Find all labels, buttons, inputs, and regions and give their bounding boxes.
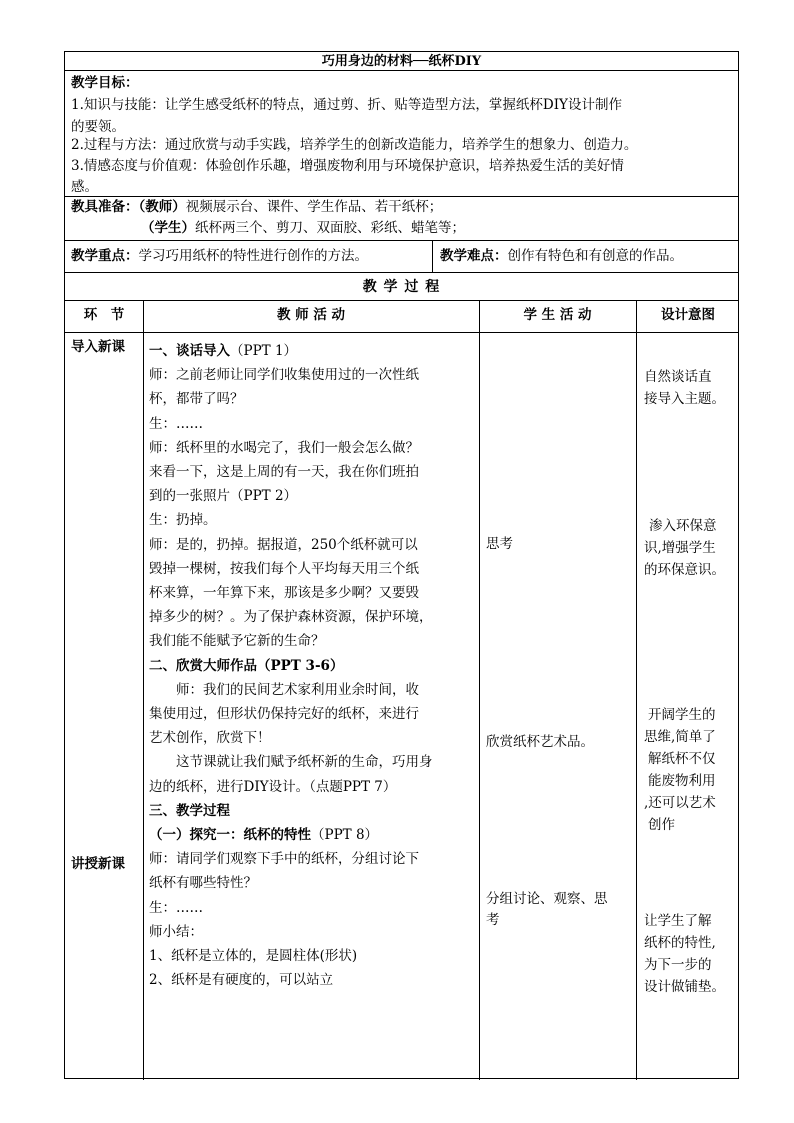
design-line: 的环保意识。 <box>644 562 725 578</box>
teacher-line: 集使用过，但形状仍保持完好的纸杯，来进行 <box>149 706 419 723</box>
design-intent-3 <box>644 704 716 836</box>
design-line: 纸杯的特性, <box>644 935 716 951</box>
student-activity-appreciate: 欣赏纸杯艺术品。 <box>486 734 594 750</box>
process-title-row <box>65 273 738 301</box>
teacher-line: 我们能不能赋予它新的生命？ <box>149 633 325 650</box>
design-line: 渗入环保意 <box>649 518 717 534</box>
teacher-line: 这节课就让我们赋予纸杯新的生命，巧用身 <box>149 754 433 771</box>
teacher-line: 生：…… <box>149 899 203 916</box>
stage-intro: 导入新课 <box>71 339 125 355</box>
objective-line: 的要领。 <box>71 119 125 135</box>
teacher-activities <box>149 339 477 992</box>
difficulty-point <box>440 246 683 267</box>
student-activity-discuss-cont: 考 <box>486 912 500 928</box>
header-stage: 环 节 <box>83 307 125 323</box>
design-line: 设计做铺垫。 <box>644 979 725 995</box>
teacher-line: 2、纸杯是有硬度的，可以站立 <box>149 972 334 989</box>
materials-heading: 教具准备： <box>71 199 139 215</box>
column-divider <box>636 301 637 1080</box>
design-line: 让学生了解 <box>644 913 712 929</box>
teacher-line: 师：我们的民间艺术家利用业余时间，收 <box>149 681 419 698</box>
design-intent-2 <box>644 515 725 581</box>
column-divider <box>143 301 144 1080</box>
subsection-title: （一）探究一：纸杯的特性 <box>149 827 311 844</box>
teacher-line: 毁掉一棵树，按我们每个人平均每天用三个纸 <box>149 560 419 577</box>
section-ref: （PPT 1） <box>230 343 298 359</box>
design-line: 为下一步的 <box>644 957 712 973</box>
teacher-line: 师：请同学们观察下手中的纸杯，分组讨论下 <box>149 851 419 868</box>
focus-row <box>65 241 738 273</box>
objective-line: 2.过程与方法：通过欣赏与动手实践，培养学生的创新改造能力，培养学生的想象力、创造力。 <box>71 137 638 153</box>
teacher-line: 纸杯有哪些特性？ <box>149 875 257 892</box>
design-line: 开阔学生的 <box>648 707 716 723</box>
stage-teaching: 讲授新课 <box>71 856 125 872</box>
teacher-line: 来看一下，这是上周的有一天，我在你们班拍 <box>149 464 419 481</box>
teacher-line: 掉多少的树？。为了保护森林资源，保护环境， <box>149 609 433 626</box>
teacher-line: 师：是的，扔掉。据报道，250个纸杯就可以 <box>149 536 418 553</box>
design-line: 识,增强学生 <box>644 540 716 556</box>
section-heading: 三、教学过程 <box>149 802 230 819</box>
teacher-line: 1、纸杯是立体的，是圆柱体(形状) <box>149 948 358 965</box>
header-student: 学 生 活 动 <box>523 307 592 323</box>
header-teacher: 教 师 活 动 <box>276 307 346 323</box>
materials-student <box>141 218 465 239</box>
difficulty-label: 教学难点： <box>440 248 508 264</box>
design-line: 思维,简单了 <box>644 729 716 745</box>
header-row <box>65 301 738 333</box>
teacher-line: 边的纸杯，进行DIY设计。（点题PPT 7） <box>149 778 397 795</box>
design-line: 接导入主题。 <box>644 391 725 407</box>
lesson-plan-table <box>64 51 739 1079</box>
objective-line: 3.情感态度与价值观：体验创作乐趣，增强废物利用与环境保护意识，培养热爱生活的美好情 <box>71 158 624 174</box>
subsection-ref: （PPT 8） <box>311 827 379 844</box>
section-title: 一、谈话导入 <box>149 343 230 359</box>
section-heading: 二、欣赏大师作品（PPT 3-6） <box>149 657 344 674</box>
objectives-row <box>65 71 738 197</box>
focus-divider <box>432 241 433 273</box>
page-title: 巧用身边的材料──纸杯DIY <box>321 54 482 69</box>
design-line: 创作 <box>648 817 675 833</box>
teacher-line: 杯来算，一年算下来，那该是多少啊？又要毁 <box>149 585 419 602</box>
key-point-text: 学习巧用纸杯的特性进行创作的方法。 <box>138 248 368 264</box>
student-items: 纸杯两三个、剪刀、双面胶、彩纸、蜡笔等； <box>195 220 465 236</box>
process-title: 教 学 过 程 <box>362 279 441 295</box>
key-point <box>71 246 368 267</box>
column-divider <box>479 301 480 1080</box>
subsection-heading <box>149 823 477 847</box>
design-intent-1 <box>644 366 725 410</box>
teacher-line: 师小结： <box>149 923 203 940</box>
teacher-line: 生：…… <box>149 415 203 432</box>
section-heading <box>149 339 477 363</box>
student-label: （学生） <box>141 220 195 236</box>
design-intent-4 <box>644 910 725 998</box>
teacher-label: （教师） <box>138 199 186 215</box>
student-activity-think: 思考 <box>486 536 513 552</box>
design-line: 能废物利用 <box>648 773 716 789</box>
objective-line: 感。 <box>71 179 98 195</box>
title-row <box>65 52 738 71</box>
materials-teacher <box>71 197 442 218</box>
teacher-line: 艺术创作，欣赏下！ <box>149 730 271 747</box>
key-point-label: 教学重点： <box>71 248 139 264</box>
teacher-line: 杯，都带了吗？ <box>149 391 244 408</box>
design-line: 解纸杯不仅 <box>648 751 716 767</box>
difficulty-text: 创作有特色和有创意的作品。 <box>507 248 683 264</box>
student-activity-discuss: 分组讨论、观察、思 <box>486 891 608 907</box>
design-line: ,还可以艺术 <box>644 795 716 811</box>
objectives-heading: 教学目标： <box>71 75 139 91</box>
header-design: 设计意图 <box>661 307 715 323</box>
materials-row <box>65 197 738 241</box>
teacher-line: 生：扔掉。 <box>149 512 217 529</box>
teacher-line: 师：之前老师让同学们收集使用过的一次性纸 <box>149 367 419 384</box>
teacher-line: 师：纸杯里的水喝完了，我们一般会怎么做？ <box>149 439 419 456</box>
teacher-line: 到的一张照片（PPT 2） <box>149 488 298 505</box>
teacher-items: 视频展示台、课件、学生作品、若干纸杯； <box>185 199 443 215</box>
objective-line: 1.知识与技能：让学生感受纸杯的特点，通过剪、折、贴等造型方法，掌握纸杯DIY设计制作 <box>71 97 622 113</box>
design-line: 自然谈话直 <box>644 369 712 385</box>
